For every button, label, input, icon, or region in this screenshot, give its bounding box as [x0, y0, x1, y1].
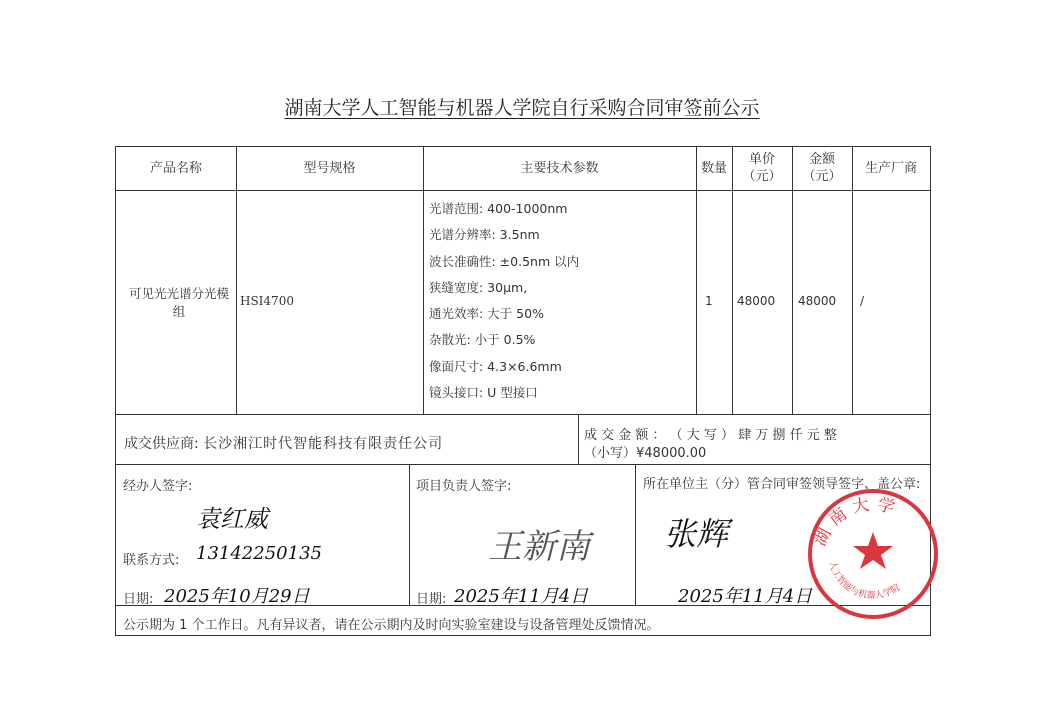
seal-inner-text: 人工智能与机器人学院	[826, 560, 903, 602]
row-divider	[116, 464, 930, 465]
cell-unit-price: 48000	[737, 294, 776, 308]
col-divider	[696, 147, 697, 414]
param-line: 像面尺寸: 4.3×6.6mm	[429, 358, 562, 374]
total-amount-words: 成 交 金 额 ： （ 大 写 ） 肆 万 捌 仟 元 整	[584, 428, 837, 443]
handler-signature: 袁红威	[196, 505, 268, 533]
row-divider	[116, 190, 930, 191]
header-unit-price-unit: （元）	[742, 169, 782, 184]
official-seal	[795, 482, 950, 622]
row-divider	[116, 414, 930, 415]
date-label-1: 日期:	[123, 592, 154, 607]
footer-notice: 公示期为 1 个工作日。凡有异议者，请在公示期内及时向实验室建设与设备管理处反馈情况。	[123, 618, 660, 633]
col-divider	[409, 464, 410, 605]
date-label-2: 日期:	[416, 592, 447, 607]
col-divider	[732, 147, 733, 414]
seal-text: 湖南大学	[810, 493, 903, 550]
col-divider	[635, 464, 636, 605]
supplier	[124, 433, 443, 453]
cell-amount: 48000	[798, 294, 837, 308]
param-line: 光谱范围: 400-1000nm	[429, 201, 568, 216]
param-line: 波长准确性: ±0.5nm 以内	[429, 253, 580, 269]
total-amount-figures: （小写）¥48000.00	[584, 446, 707, 461]
cell-model: HSI4700	[240, 294, 294, 308]
header-unit-price-label: 单价	[748, 152, 775, 167]
project-lead-signature: 王新南	[488, 527, 590, 567]
document-title: 湖南大学人工智能与机器人学院自行采购合同审签前公示	[284, 97, 760, 119]
header-amount-label: 金额	[808, 152, 835, 167]
date-1: 2025年10月29日	[164, 586, 310, 607]
header-amount-unit: （元）	[802, 169, 842, 184]
cell-manufacturer: /	[860, 294, 865, 308]
header-unit-price	[732, 151, 792, 185]
param-line: 通光效率: 大于 50%	[429, 306, 544, 322]
col-divider	[236, 147, 237, 414]
date-2: 2025年11月4日	[454, 586, 589, 607]
header-model: 型号规格	[303, 161, 356, 176]
header-qty: 数量	[700, 161, 727, 176]
supplier-name: 长沙湘江时代智能科技有限责任公司	[203, 436, 444, 452]
header-amount	[792, 151, 852, 185]
unit-lead-label: 所在单位主（分）管合同审签领导签字、盖公章:	[643, 477, 921, 492]
col-divider	[792, 147, 793, 414]
project-lead-label: 项目负责人签字:	[416, 479, 512, 494]
cell-product-name: 可见光光谱分光模组	[128, 286, 229, 319]
param-line: 镜头接口: U 型接口	[429, 385, 538, 401]
contact-value: 13142250135	[196, 543, 322, 564]
seal-star-icon	[853, 532, 893, 569]
col-divider	[852, 147, 853, 414]
param-line: 光谱分辨率: 3.5nm	[429, 227, 540, 243]
cell-qty: 1	[705, 294, 713, 308]
handler-label: 经办人签字:	[123, 479, 193, 494]
cell-params	[429, 196, 694, 406]
header-product-name: 产品名称	[149, 161, 202, 176]
col-divider	[423, 147, 424, 414]
header-manufacturer: 生产厂商	[864, 161, 917, 176]
col-divider	[578, 414, 579, 464]
contact-label: 联系方式:	[123, 553, 180, 568]
header-params: 主要技术参数	[520, 161, 599, 176]
supplier-label: 成交供应商:	[124, 436, 199, 452]
param-line: 杂散光: 小于 0.5%	[429, 332, 536, 348]
param-line: 狭缝宽度: 30μm,	[429, 279, 528, 295]
total-amount	[584, 427, 928, 463]
unit-lead-signature: 张辉	[664, 515, 729, 553]
date-3: 2025年11月4日	[678, 586, 813, 607]
